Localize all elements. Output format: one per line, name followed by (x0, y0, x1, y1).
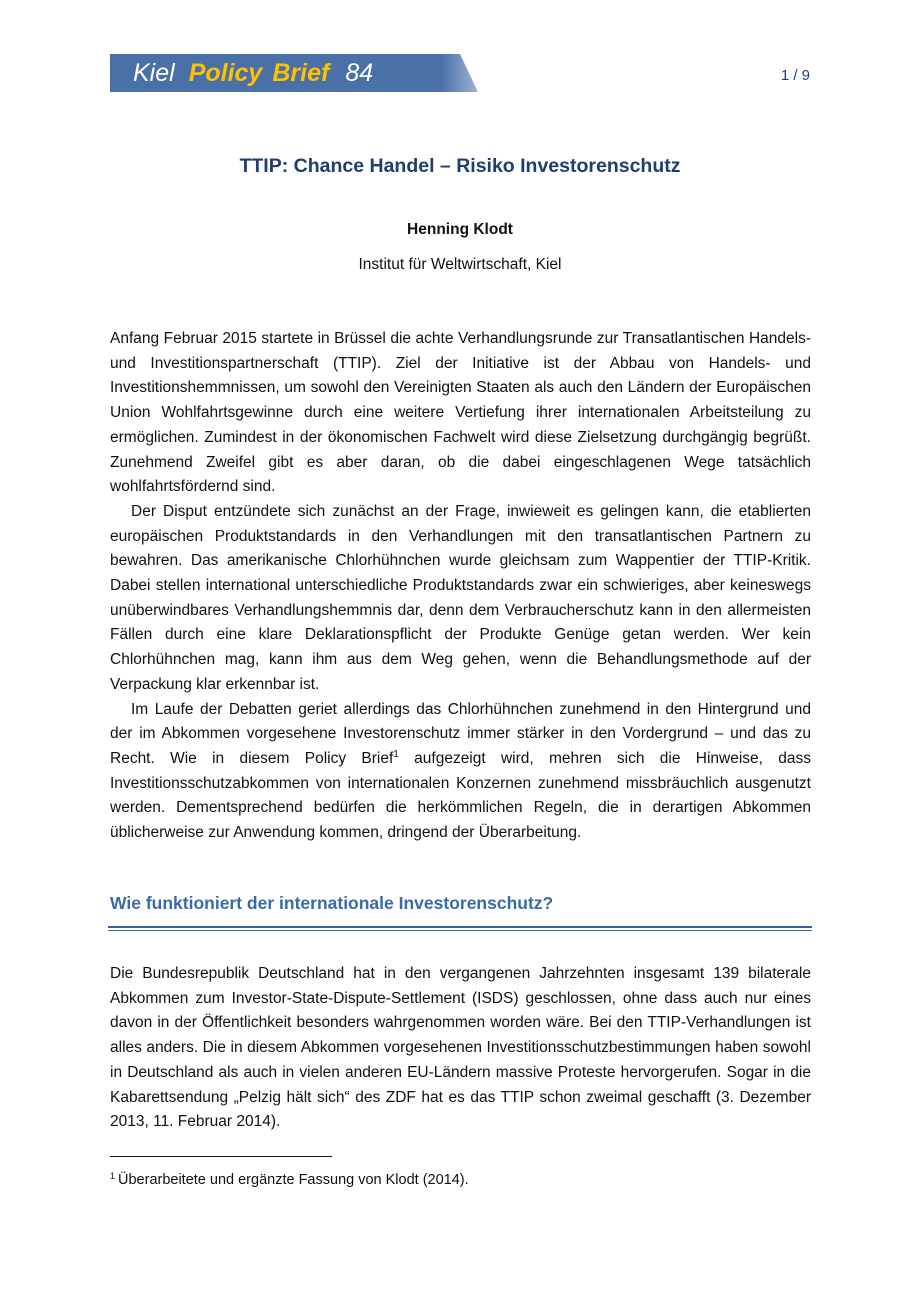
author-affiliation: Institut für Weltwirtschaft, Kiel (358, 256, 562, 273)
page-indicator: 1 / 9 (780, 67, 810, 84)
section-divider-thin (108, 930, 812, 931)
brand-word-brief: Brief (272, 59, 330, 87)
intro-section (110, 327, 811, 846)
section-body (110, 962, 811, 1135)
intro-paragraph-2: Der Disput entzündete sich zunächst an der Frage, inwieweit es gelingen kann, die etablierten europäischen Produktstandards in den Verhandlungen mit den transatlantischen Partnern zu bewahren. Das amerikanische Chlorhühnchen wurde gleichsam zum Wappentier der TTIP-Kritik. Dabei stellen international unterschiedliche Produktstandards zwar ein schwieriges, aber keineswegs unüberwindbares Verhandlungshemmnis dar, denn dem Verbraucherschutz kann in den allermeisten Fällen durch eine klare Deklarationspflicht der Produkte Genüge getan werden. Wer kein Chlorhühnchen mag, kann ihm aus dem Weg gehen, wenn die Behandlungsmethode auf der Verpackung klar erkennbar ist. (110, 502, 811, 693)
footnote-divider (110, 1156, 332, 1157)
footnote-reference[interactable]: 1 (393, 748, 399, 760)
issue-number: 84 (345, 59, 374, 87)
intro-paragraph-3 (110, 698, 811, 846)
brand-word-policy: Policy (188, 59, 263, 87)
section-divider (108, 926, 812, 928)
document-title: TTIP: Chance Handel – Risiko Investorenschutz (239, 155, 681, 177)
brand-title (133, 58, 373, 88)
footnote-text: Überarbeitete und ergänzte Fassung von Klodt (2014). (118, 1172, 469, 1188)
section-heading: Wie funktioniert der internationale Investorenschutz? (110, 893, 554, 913)
author-name: Henning Klodt (407, 221, 513, 238)
footnote-marker: 1 (110, 1171, 116, 1181)
footnote (110, 1172, 469, 1188)
brand-banner (110, 54, 478, 92)
intro-paragraph-1: Anfang Februar 2015 startete in Brüssel die achte Verhandlungsrunde zur Transatlantischen Handels- und Investitionspartnerschaft (TTIP). Ziel der Initiative ist der Abbau von Handels- und Investitionshemmnissen, um sowohl den Vereinigten Staaten als auch den Ländern der Europäischen Union Wohlfahrtsgewinne durch eine weitere Vertiefung ihrer internationalen Arbeitsteilung zu ermöglichen. Zumindest in der ökonomischen Fachwelt wird diese Zielsetzung durchgängig begrüßt. Zunehmend Zweifel gibt es aber daran, ob die dabei eingeschlagenen Wege tatsächlich wohlfahrtsfördernd sind. (110, 330, 811, 496)
brand-word-kiel: Kiel (133, 59, 175, 87)
intro-paragraph-3-part-2: aufgezeigt wird, mehren sich die Hinweise, dass Investitionsschutzabkommen von internationalen Konzernen zunehmend missbräuchlich ausgenutzt werden. Dementsprechend bedürfen die herkömmlichen Regeln, die in derartigen Abkommen üblicherweise zur Anwendung kommen, dringend der Überarbeitung. (110, 749, 811, 842)
intro-paragraph-3-part-1: Im Laufe der Debatten geriet allerdings das Chlorhühnchen zunehmend in den Hintergrund und der im Abkommen vorgesehene Investorenschutz immer stärker in den Vordergrund – und das zu Recht. Wie in diesem Policy Brief (110, 700, 811, 767)
section-paragraph-1: Die Bundesrepublik Deutschland hat in den vergangenen Jahrzehnten insgesamt 139 bilaterale Abkommen zum Investor-State-Dispute-Settlement (ISDS) geschlossen, ohne dass auch nur eines davon in der Öffentlichkeit besonders wahrgenommen worden wäre. Bei den TTIP-Verhandlungen ist alles anders. Die in diesem Abkommen vorgesehenen Investitionsschutzbestimmungen haben sowohl in Deutschland als auch in vielen anderen EU-Ländern massive Proteste hervorgerufen. Sogar in die Kabarettsendung „Pelzig hält sich“ des ZDF hat es das TTIP schon zweimal geschafft (3. Dezember 2013, 11. Februar 2014). (110, 965, 811, 1131)
